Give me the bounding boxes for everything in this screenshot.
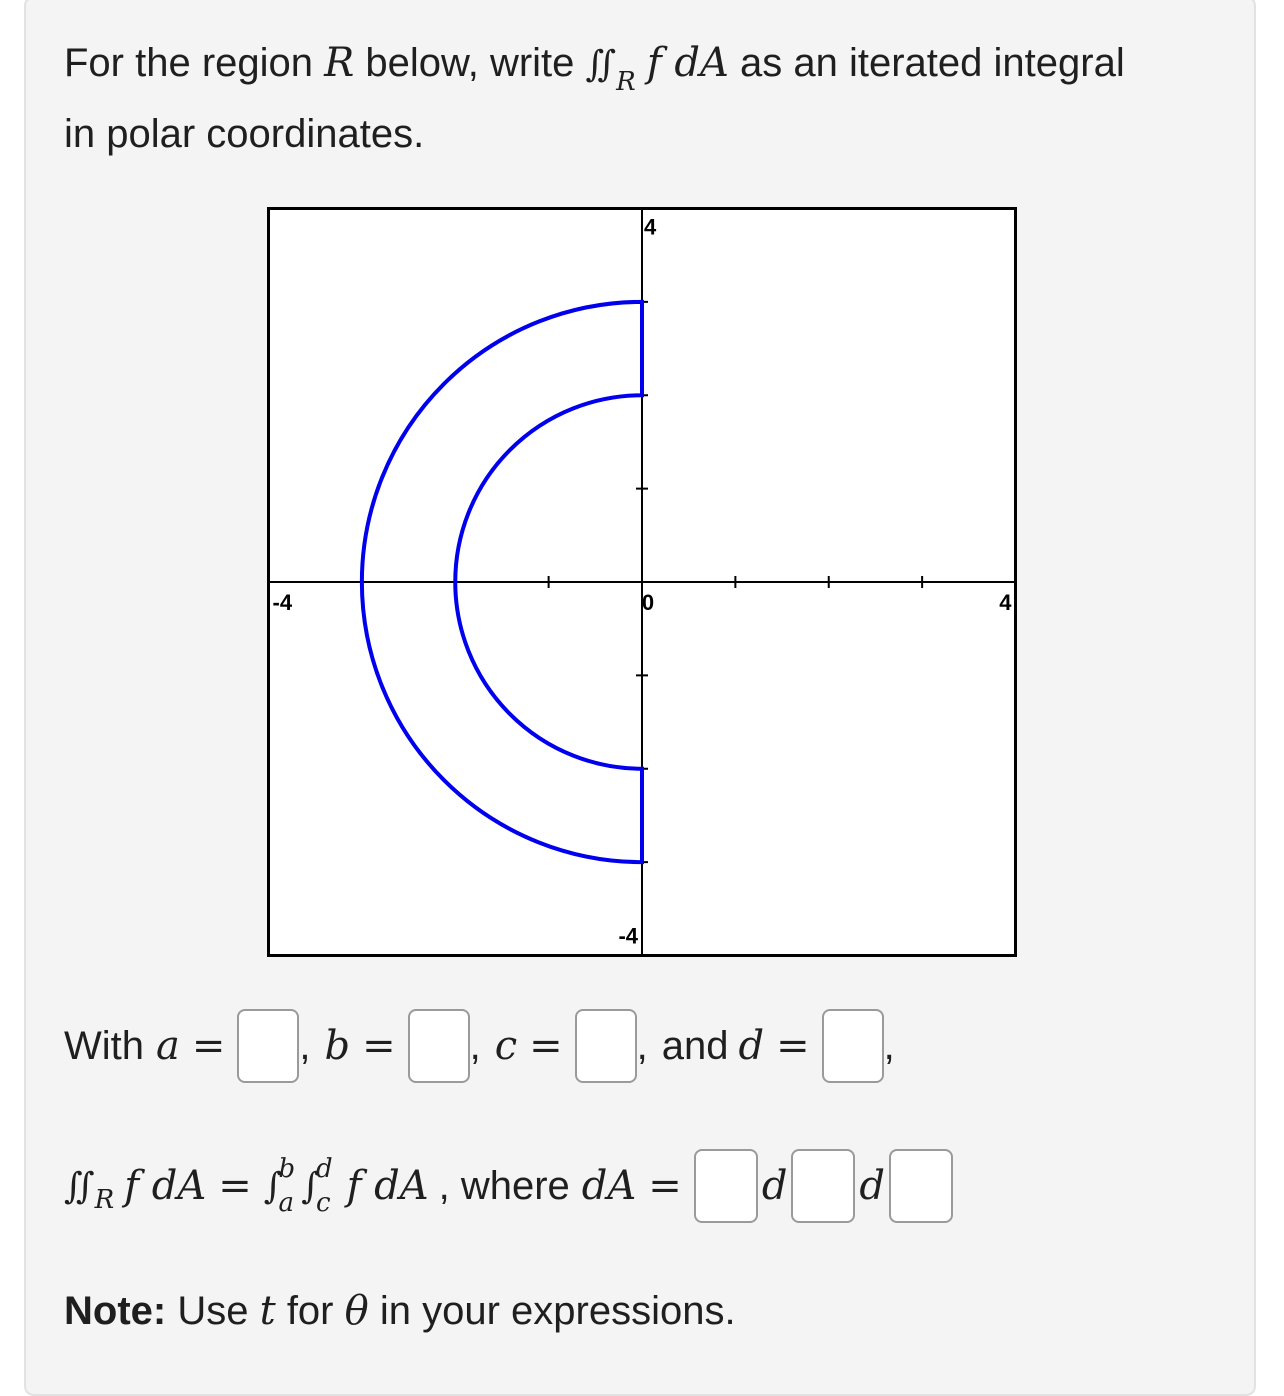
first-differential-input[interactable]	[791, 1149, 855, 1223]
a-input[interactable]	[237, 1009, 299, 1083]
c-input[interactable]	[575, 1009, 637, 1083]
b-variable: b	[324, 1023, 351, 1069]
inner-limits	[316, 1154, 333, 1218]
integral-row	[64, 1146, 953, 1226]
a-variable: a	[156, 1023, 180, 1069]
equals-sign: =	[191, 1023, 226, 1069]
and-label: and	[661, 1023, 729, 1068]
outer-lower-limit: a	[278, 1188, 295, 1218]
d-symbol: d	[761, 1163, 788, 1209]
double-integral-symbol: ∬	[64, 1165, 95, 1207]
note-var-t: t	[259, 1288, 276, 1334]
dA-factor-input[interactable]	[694, 1149, 758, 1223]
note-text: in your expressions.	[379, 1289, 736, 1333]
equals-sign: =	[529, 1023, 563, 1069]
equals-sign: =	[776, 1023, 810, 1069]
lhs-integrand: f dA	[124, 1163, 207, 1209]
with-label: With	[64, 1023, 144, 1068]
rhs-integrand: f dA	[346, 1163, 429, 1209]
y-max-label: 4	[644, 214, 657, 240]
outer-upper-limit: b	[278, 1154, 296, 1184]
d-variable: d	[738, 1023, 765, 1069]
inner-upper-limit: d	[315, 1154, 333, 1184]
d-symbol: d	[859, 1163, 886, 1209]
where-label: , where	[438, 1163, 570, 1208]
outer-integral-symbol: ∫	[263, 1165, 283, 1207]
note-text: Use	[177, 1289, 249, 1333]
comma: ,	[883, 1023, 895, 1068]
dA-symbol: dA	[581, 1163, 637, 1209]
equals-sign: =	[648, 1163, 682, 1209]
integral-subscript: R	[616, 67, 636, 97]
note	[64, 1288, 736, 1334]
y-min-label: -4	[618, 923, 638, 949]
c-variable: c	[494, 1023, 518, 1069]
comma: ,	[469, 1023, 481, 1068]
lhs-subscript: R	[94, 1185, 115, 1215]
integrand: f dA	[646, 40, 729, 86]
note-text: for	[286, 1289, 334, 1333]
region-plot	[267, 207, 1017, 957]
second-differential-input[interactable]	[889, 1149, 953, 1223]
x-max-label: 4	[999, 590, 1012, 615]
comma: ,	[636, 1023, 648, 1068]
outer-limits	[279, 1154, 296, 1218]
question-text-part: as an iterated integral	[740, 41, 1125, 85]
b-input[interactable]	[408, 1009, 470, 1083]
question-text	[64, 30, 1244, 167]
region-variable: R	[324, 40, 355, 86]
d-input[interactable]	[822, 1009, 884, 1083]
limits-row	[64, 1006, 895, 1086]
region-plot-svg	[267, 207, 1017, 957]
origin-label: 0	[641, 590, 655, 615]
equals-sign: =	[362, 1023, 396, 1069]
question-text-line2: in polar coordinates.	[64, 112, 425, 156]
note-label: Note:	[64, 1289, 167, 1333]
comma: ,	[299, 1023, 311, 1068]
inner-integral-symbol: ∫	[301, 1165, 320, 1207]
question-text-part: below, write	[365, 41, 575, 85]
double-integral-symbol: ∬	[585, 44, 617, 85]
equals-sign: =	[218, 1163, 252, 1209]
x-min-label: -4	[272, 590, 293, 615]
note-var-theta: θ	[344, 1288, 369, 1334]
question-text-part: For the region	[64, 41, 314, 85]
inner-lower-limit: c	[315, 1188, 331, 1218]
